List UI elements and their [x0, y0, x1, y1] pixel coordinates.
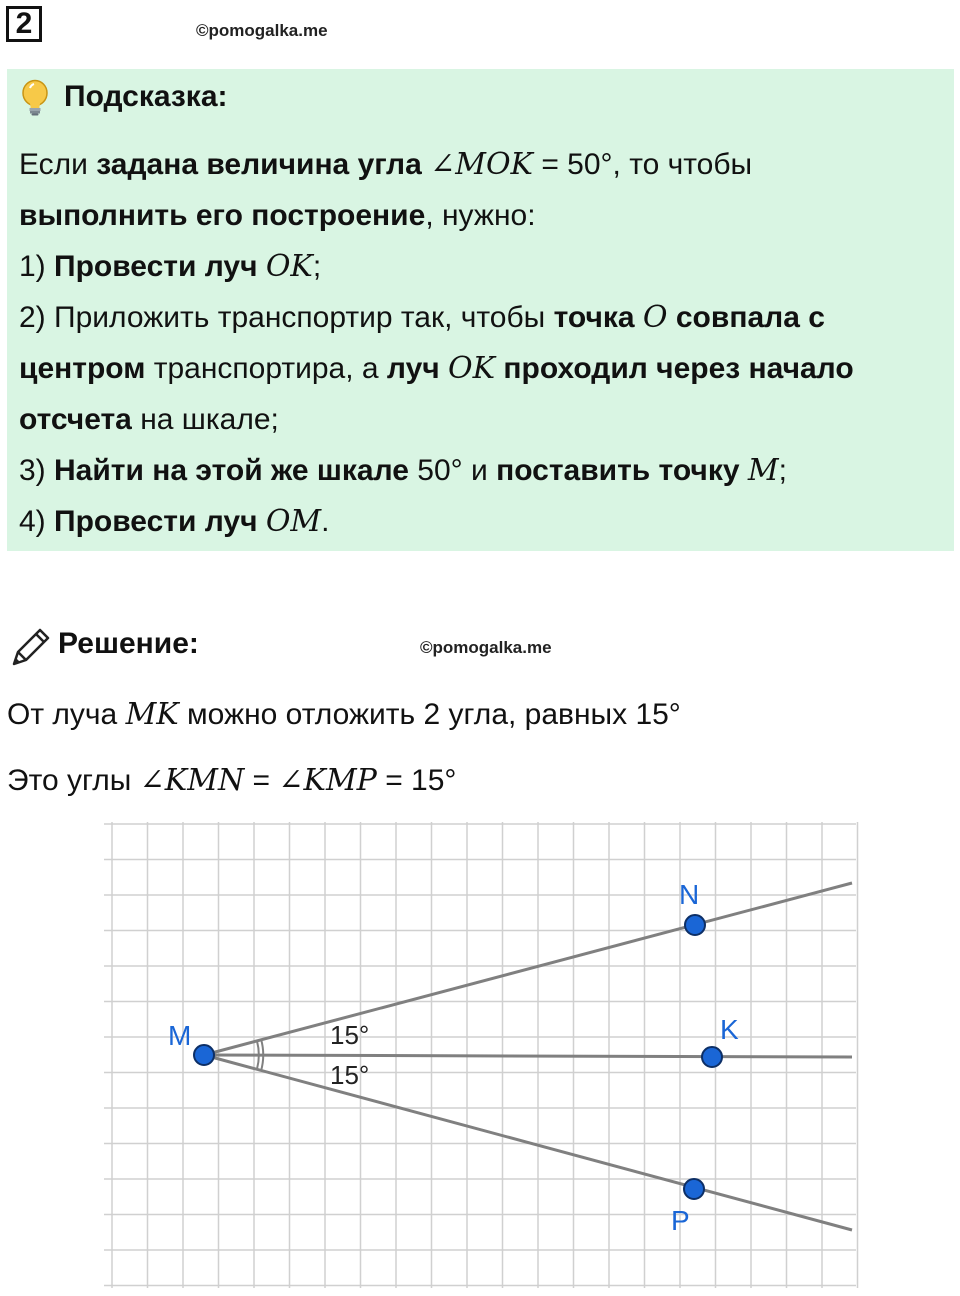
ray-mn	[204, 883, 852, 1055]
hint-line-6: отсчета на шкале;	[19, 403, 279, 436]
pencil-icon	[10, 624, 52, 668]
point-label-p: P	[671, 1205, 690, 1236]
point-m	[194, 1045, 214, 1065]
point-p	[684, 1179, 704, 1199]
task-number: 2	[6, 6, 42, 42]
point-k	[702, 1047, 722, 1067]
solution-title: Решение:	[58, 627, 199, 660]
watermark: ©pomogalka.me	[196, 21, 328, 40]
watermark: ©pomogalka.me	[420, 638, 552, 657]
point-n	[685, 915, 705, 935]
angle-label-upper: 15°	[330, 1020, 370, 1050]
hint-line-4: 2) Приложить транспортир так, чтобы точка O совпала с	[19, 300, 825, 335]
hint-line-1: Если задана величина угла ∠MOK = 50°, то чтобы	[19, 147, 753, 182]
hint-line-5: центром транспортира, а луч OK проходил через начало	[19, 351, 854, 386]
angle-label-lower: 15°	[330, 1060, 370, 1090]
hint-line-3: 1) Провести луч OK;	[19, 249, 322, 284]
hint-title: Подсказка:	[64, 80, 228, 113]
hint-line-8: 4) Провести луч OM.	[19, 504, 330, 539]
solution-line-1: От луча MK можно отложить 2 угла, равных 15°	[7, 697, 681, 732]
ray-mp	[204, 1055, 852, 1230]
hint-line-2: выполнить его построение, нужно:	[19, 199, 536, 232]
point-label-n: N	[679, 879, 700, 910]
ray-mk	[204, 1055, 852, 1057]
solution-line-2: Это углы ∠KMN = ∠KMP = 15°	[7, 763, 457, 798]
point-label-k: K	[720, 1014, 739, 1045]
lightbulb-icon	[18, 79, 52, 117]
hint-line-7: 3) Найти на этой же шкале 50° и поставить точку M;	[19, 453, 787, 488]
point-label-m: M	[168, 1020, 192, 1051]
geometry-figure	[100, 818, 860, 1290]
